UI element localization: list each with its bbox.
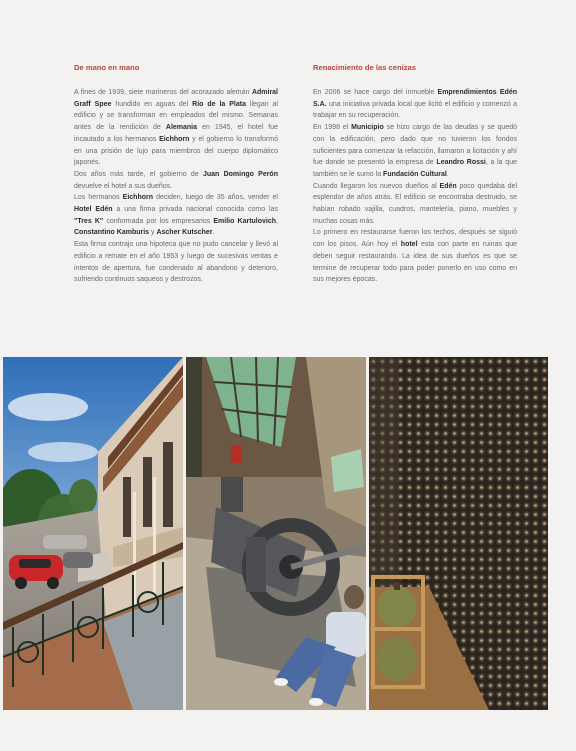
bold-text: Ascher Kutscher: [156, 229, 213, 237]
text-run: Dos años más tarde, el gobierno de: [74, 170, 203, 178]
bold-text: Hotel Edén: [74, 206, 113, 214]
paragraph: [74, 87, 278, 169]
paragraph: [313, 87, 517, 122]
text-run: ,: [276, 217, 278, 225]
section-heading-left: De mano en mano: [74, 63, 140, 72]
paragraph: [74, 192, 278, 239]
paragraph: [313, 181, 517, 228]
bold-text: Leandro Rossi: [436, 159, 486, 167]
text-run: En 2006 se hace cargo del inmueble: [313, 89, 438, 96]
paragraph: [313, 227, 517, 286]
text-run: devuelve el hotel a sus dueños.: [74, 182, 173, 190]
bold-text: Río de la Plata: [192, 100, 246, 108]
text-run: hundido en aguas del: [111, 100, 193, 108]
photo-wine-cellar: [369, 357, 548, 710]
text-run: a una firma privada nacional conocida como las: [112, 206, 279, 214]
photo-machinery-room: [186, 357, 366, 710]
bold-text: Edén: [439, 182, 457, 190]
text-run: deciden, luego de 35 años, vender el: [153, 194, 278, 202]
text-run: poco quedaba del esplendor de años atrás. El edificio se encontraba destruido, se habían robado vajilla, cuadros, mantelería, piano, muebles y muchas cosas más.: [313, 182, 518, 225]
text-run: una iniciativa privada local que licitó el edificio y comenzó a trabajar en su recuperación.: [313, 100, 517, 120]
text-run: En 1998 el: [313, 124, 352, 132]
text-run: y: [149, 229, 157, 237]
bold-text: "Tres K": [74, 217, 104, 225]
bold-text: Emprendimientos Edén S.A.: [313, 89, 517, 108]
text-run: llegan al edificio y se transforman en empleados del mismo. Semanas antes de la rendición de: [74, 100, 278, 132]
text-run: .: [212, 229, 215, 237]
bold-text: Juan Domingo Perón: [202, 170, 278, 178]
text-run: esta con parte en ruinas que deben seguir restaurando. La idea de sus dueños es que se termine de recuperar todo para poder ponerlo en uso como en sus mejores épocas.: [313, 241, 518, 284]
bold-text: Constantino Kamburis: [74, 229, 150, 237]
paragraph: [313, 122, 517, 181]
right-column-body: [313, 87, 517, 286]
text-run: A fines de 1939, siete marineros del acorazado alemán: [74, 89, 252, 96]
bold-text: Admiral Graff Spee: [74, 89, 278, 108]
photo-hotel-facade: [3, 357, 183, 710]
bold-text: Eichhorn: [122, 194, 153, 202]
bold-text: Municipio: [351, 124, 384, 132]
bold-text: Emilio Kartulovich: [213, 217, 277, 225]
text-run: en 1945, el hotel fue incautado a los hermanos: [74, 124, 279, 143]
paragraph: [74, 239, 278, 286]
paragraph: [74, 169, 278, 192]
text-run: , a la que también se le sumo la: [313, 159, 517, 178]
text-run: .: [446, 170, 449, 178]
photo-strip: [3, 357, 548, 710]
text-run: conformada por los empresarios: [103, 217, 214, 225]
text-run: Esta firma contrajo una hipoteca que no pudo cancelar y llevó al edificio a remate en el año 1953 y luego de sucesivas ventas e intentos de apertura, fue condenado al abandono y deterioro, sufriendo continuos saqueos y destrozos.: [74, 241, 278, 284]
text-run: Lo primero en restaurarse fueron los techos, después se siguió con los pisos. Aún hoy el: [313, 229, 517, 249]
text-run: se hizo cargo de las deudas y se quedó con la edificación, pero dado que no tuvieron los fondos suficientes para comenzar la refacción, llamaron a licitación y ahí fue donde se presentó la empresa de: [313, 124, 518, 167]
text-run: Cuando llegaron los nuevos dueños al: [313, 182, 440, 190]
text-run: Los hermanos: [74, 194, 123, 202]
section-heading-right: Renacimiento de las cenizas: [313, 63, 416, 72]
bold-text: Alemania: [165, 124, 198, 132]
bold-text: Eichhorn: [159, 135, 190, 143]
bold-text: Fundación Cultural: [383, 170, 447, 178]
text-run: y el gobierno lo transformó en una prisión de lujo para miembros del cuerpo diplomático japonés.: [74, 135, 278, 167]
left-column-body: [74, 87, 278, 286]
bold-text: hotel: [400, 241, 418, 249]
